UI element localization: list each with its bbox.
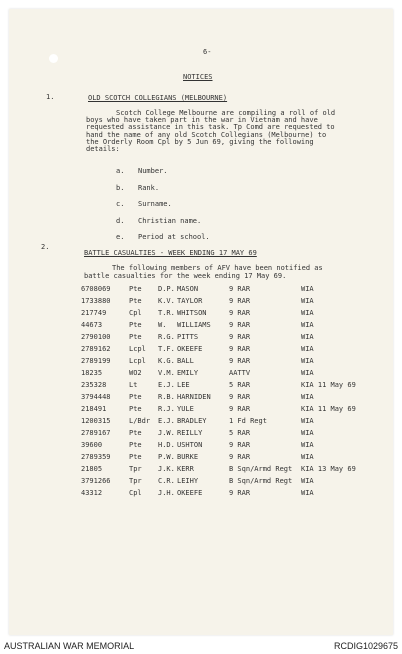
initials: C.R. [158, 477, 175, 485]
surname: BURKE [177, 453, 199, 461]
table-row [81, 405, 381, 415]
initials: P.W. [158, 453, 175, 461]
service-number: 2789162 [81, 345, 111, 353]
service-number: 3791266 [81, 477, 111, 485]
unit: AATTV [229, 369, 251, 377]
service-number: 1200315 [81, 417, 111, 425]
table-row [81, 429, 381, 439]
unit: 9 RAR [229, 441, 251, 449]
footer-reference: RCDIG1029675 [333, 641, 398, 651]
initials: V.M. [158, 369, 175, 377]
list-item-text: Surname. [138, 200, 172, 208]
surname: REILLY [177, 429, 203, 437]
table-row [81, 285, 381, 295]
status: KIA 11 May 69 [301, 381, 356, 389]
surname: YULE [177, 405, 194, 413]
list-item-letter: a. [116, 167, 125, 175]
status: WIA [301, 321, 314, 329]
surname: EMILY [177, 369, 199, 377]
unit: 9 RAR [229, 309, 251, 317]
status: WIA [301, 393, 314, 401]
service-number: 6708069 [81, 285, 111, 293]
initials: H.D. [158, 441, 175, 449]
unit: 9 RAR [229, 321, 251, 329]
initials: J.K. [158, 465, 175, 473]
service-number: 2789167 [81, 429, 111, 437]
service-number: 217749 [81, 309, 107, 317]
unit: B Sqn/Armd Regt [229, 477, 293, 485]
rank: Cpl [129, 489, 142, 497]
rank: WO2 [129, 369, 142, 377]
paragraph-line: boys who have taken part in the war in Vietnam and have [86, 116, 318, 125]
section-1-title: OLD SCOTCH COLLEGIANS (MELBOURNE) [88, 94, 228, 102]
unit: 9 RAR [229, 405, 251, 413]
surname: KERR [177, 465, 194, 473]
page-heading: NOTICES [183, 73, 213, 81]
table-row [81, 345, 381, 355]
rank: Tpr [129, 477, 142, 485]
rank: Pte [129, 285, 142, 293]
unit: 9 RAR [229, 453, 251, 461]
unit: 9 RAR [229, 393, 251, 401]
rank: Pte [129, 297, 142, 305]
rank: Pte [129, 405, 142, 413]
surname: OKEEFE [177, 489, 203, 497]
unit: 9 RAR [229, 333, 251, 341]
table-row [81, 393, 381, 403]
intro-line: battle casualties for the week ending 17 May 69. [84, 271, 287, 280]
status: WIA [301, 489, 314, 497]
unit: 5 RAR [229, 381, 251, 389]
surname: PITTS [177, 333, 199, 341]
rank: Pte [129, 441, 142, 449]
rank: Pte [129, 453, 142, 461]
status: WIA [301, 345, 314, 353]
paragraph-line: requested assistance in this task. Tp Comd are requested to [86, 123, 335, 132]
list-item-letter: b. [116, 183, 125, 192]
initials: J.W. [158, 429, 175, 437]
list-item-letter: e. [116, 233, 125, 241]
rank: L/Bdr [129, 417, 151, 425]
initials: W. [158, 321, 167, 329]
section-2-title: BATTLE CASUALTIES - WEEK ENDING 17 MAY 69 [84, 249, 257, 257]
unit: 9 RAR [229, 285, 251, 293]
status: WIA [301, 429, 314, 437]
service-number: 39600 [81, 441, 103, 449]
surname: WILLIAMS [177, 321, 211, 329]
table-row [81, 453, 381, 463]
status: WIA [301, 333, 314, 341]
service-number: 2789359 [81, 453, 111, 461]
rank: Lt [129, 381, 138, 389]
surname: USHTON [177, 441, 203, 449]
surname: BALL [177, 357, 194, 365]
initials: T.R. [158, 309, 175, 317]
service-number: 18235 [81, 369, 103, 377]
status: WIA [301, 369, 314, 377]
unit: B Sqn/Armd Regt [229, 465, 293, 473]
paragraph-line: Scotch College Melbourne are compiling a roll of old [116, 109, 336, 117]
table-row [81, 381, 381, 391]
table-row [81, 441, 381, 451]
rank: Pte [129, 429, 142, 437]
table-row [81, 489, 381, 499]
rank: Lcpl [129, 357, 146, 365]
table-row [81, 417, 381, 427]
list-item-letter: d. [116, 216, 125, 225]
rank: Pte [129, 393, 142, 401]
initials: R.G. [158, 333, 175, 341]
list-item-text: Number. [138, 167, 168, 175]
page-number: 6- [203, 48, 212, 56]
section-1-number: 1. [46, 93, 55, 101]
initials: R.J. [158, 405, 175, 413]
unit: 1 Fd Regt [229, 417, 267, 425]
surname: HARNIDEN [177, 393, 211, 401]
table-row [81, 465, 381, 475]
table-row [81, 309, 381, 319]
paragraph-line: details: [86, 145, 120, 153]
rank: Tpr [129, 465, 142, 473]
status: WIA [301, 309, 314, 317]
unit: 9 RAR [229, 489, 251, 497]
initials: D.P. [158, 285, 175, 293]
status: WIA [301, 441, 314, 449]
section-2-number: 2. [41, 243, 50, 251]
list-item-letter: c. [116, 200, 125, 208]
rank: Pte [129, 333, 142, 341]
initials: E.J. [158, 381, 175, 389]
surname: TAYLOR [177, 297, 203, 305]
surname: LEIHY [177, 477, 199, 485]
status: KIA 11 May 69 [301, 405, 356, 413]
list-item-text: Christian name. [138, 216, 202, 225]
table-row [81, 321, 381, 331]
table-row [81, 297, 381, 307]
service-number: 218491 [81, 405, 107, 413]
punch-hole [49, 54, 58, 63]
service-number: 21805 [81, 465, 103, 473]
footer [0, 638, 402, 654]
rank: Cpl [129, 309, 142, 317]
footer-source: AUSTRALIAN WAR MEMORIAL [4, 641, 135, 651]
service-number: 3794448 [81, 393, 111, 401]
initials: K.V. [158, 297, 175, 305]
table-row [81, 357, 381, 367]
surname: LEE [177, 381, 190, 389]
status: WIA [301, 297, 314, 305]
surname: MASON [177, 285, 199, 293]
initials: R.B. [158, 393, 175, 401]
service-number: 1733880 [81, 297, 111, 305]
status: WIA [301, 417, 314, 425]
unit: 5 RAR [229, 429, 251, 437]
service-number: 2790100 [81, 333, 111, 341]
rank: Lcpl [129, 345, 146, 353]
paragraph-line: the Orderly Room Cpl by 5 Jun 69, giving the following [86, 137, 314, 146]
table-row [81, 333, 381, 343]
paragraph-line: hand the name of any old Scotch Collegians (Melbourne) to [86, 130, 327, 139]
initials: K.G. [158, 357, 175, 365]
unit: 9 RAR [229, 357, 251, 365]
list-item-text: Period at school. [138, 233, 210, 241]
initials: J.H. [158, 489, 175, 497]
service-number: 2789199 [81, 357, 111, 365]
initials: E.J. [158, 417, 175, 425]
unit: 9 RAR [229, 345, 251, 353]
status: WIA [301, 285, 314, 293]
status: KIA 13 May 69 [301, 465, 356, 473]
status: WIA [301, 453, 314, 461]
service-number: 43312 [81, 489, 103, 497]
surname: WHITSON [177, 309, 207, 317]
service-number: 44673 [81, 321, 103, 329]
rank: Pte [129, 321, 142, 329]
service-number: 235328 [81, 381, 107, 389]
table-row [81, 477, 381, 487]
unit: 9 RAR [229, 297, 251, 305]
list-item-text: Rank. [138, 183, 160, 192]
status: WIA [301, 357, 314, 365]
intro-line: The following members of AFV have been notified as [112, 264, 323, 272]
surname: OKEEFE [177, 345, 203, 353]
status: WIA [301, 477, 314, 485]
initials: T.F. [158, 345, 175, 353]
table-row [81, 369, 381, 379]
surname: BRADLEY [177, 417, 207, 425]
